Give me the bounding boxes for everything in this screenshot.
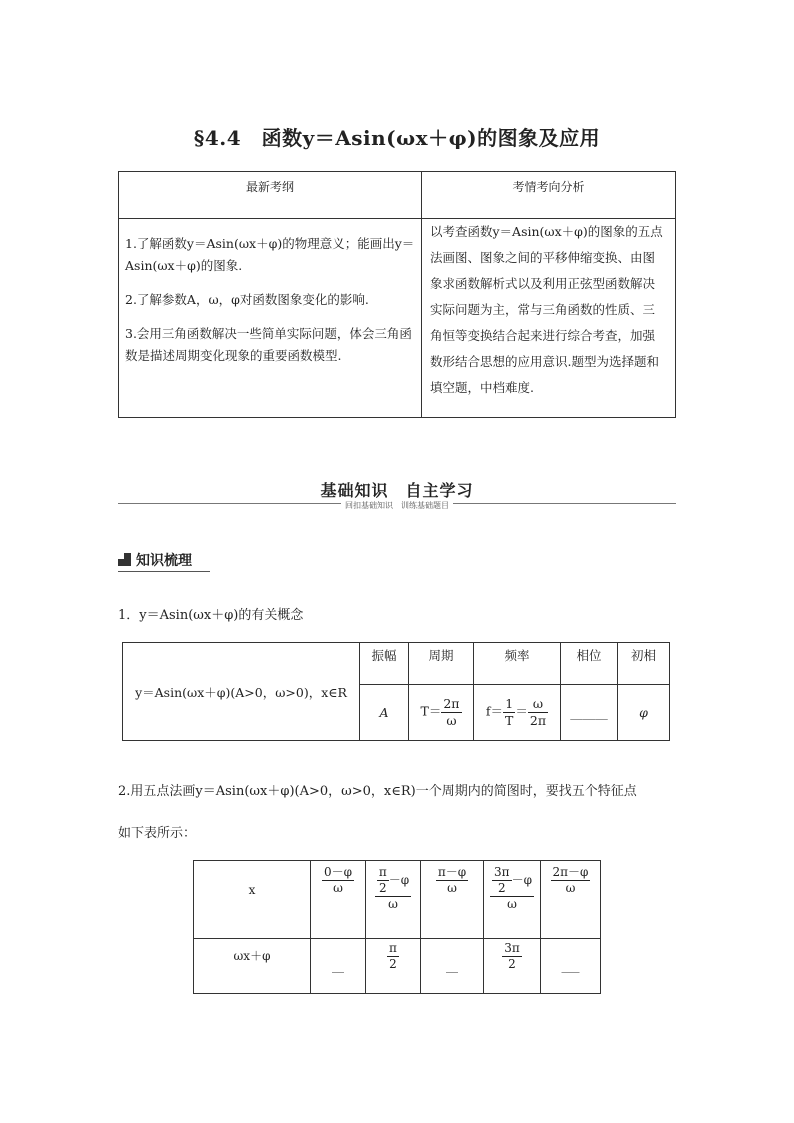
x-value-3	[421, 861, 484, 939]
concept-heading: 1．y＝Asin(ωx＋φ)的有关概念	[118, 608, 304, 623]
page-title: §4.4 函数y＝Asin(ωx＋φ)的图象及应用	[193, 126, 601, 150]
function-cell: y＝Asin(ωx＋φ)(A>0，ω>0)，x∈R	[123, 643, 360, 741]
frequency-equals: ＝	[515, 704, 528, 719]
period-value	[409, 685, 474, 741]
x5-denominator: ω	[565, 881, 576, 895]
x4-minus-phi: －φ	[511, 873, 532, 887]
analysis-cell	[422, 219, 676, 418]
five-point-intro-cont: 如下表所示：	[118, 826, 197, 841]
frequency-numerator-1: 1	[503, 696, 515, 713]
syllabus-table	[118, 171, 676, 418]
phase4-denominator: 2	[508, 957, 516, 971]
five-point-intro: 2.用五点法画y＝Asin(ωx＋φ)(A>0，ω>0，x∈R)一个周期内的简图时，要找五个特征点	[118, 784, 637, 799]
x3-denominator: ω	[447, 881, 457, 895]
period-numerator: 2π	[443, 696, 460, 712]
section-subtitle	[0, 500, 794, 511]
section-subtitle-text: 回扣基础知识 训练基础题目	[341, 501, 453, 510]
x-value-2	[366, 861, 421, 939]
x-value-4	[484, 861, 541, 939]
phase-value-4	[484, 939, 541, 994]
x2-denominator: ω	[388, 897, 398, 911]
phase-header: 相位	[561, 643, 618, 685]
x-row-label: x	[194, 861, 311, 939]
period-prefix: T＝	[420, 704, 442, 719]
x3-numerator: π－φ	[437, 865, 467, 879]
phase-blank-3: __	[421, 939, 484, 994]
five-point-table	[193, 860, 601, 994]
amplitude-header: 振幅	[360, 643, 409, 685]
phase-blank-5: ___	[541, 939, 601, 994]
requirement-2: 2.了解参数A，ω，φ对函数图象变化的影响.	[125, 292, 369, 307]
frequency-denominator-2: 2π	[529, 713, 547, 728]
amplitude-value	[360, 685, 409, 741]
initial-phase-value	[618, 685, 670, 741]
x2-minus-phi: －φ	[388, 873, 410, 887]
phase-blank-1: __	[311, 939, 366, 994]
x1-denominator: ω	[333, 881, 343, 895]
frequency-prefix: f＝	[485, 704, 504, 719]
initial-phase-symbol: φ	[639, 705, 648, 720]
period-denominator: ω	[446, 713, 457, 728]
analysis-text: 以考查函数y＝Asin(ωx＋φ)的图象的五点法画图、图象之间的平移伸缩变换、由图象求函数解析式以及利用正弦型函数解决实际问题为主，常与三角函数的性质、三角恒等变换结合起来进行综合考查，加强数形结合思想的应用意识.题型为选择题和填空题，中档难度.	[430, 224, 663, 395]
knowledge-heading	[118, 550, 192, 570]
x4-inner-numerator: 3π	[494, 865, 510, 879]
square-icon	[118, 553, 131, 566]
phase-value-2	[366, 939, 421, 994]
x4-denominator: ω	[507, 897, 517, 911]
frequency-value	[474, 685, 561, 741]
phase-row-label: ωx＋φ	[194, 939, 311, 994]
requirement-3: 3.会用三角函数解决一些简单实际问题，体会三角函数是描述周期变化现象的重要函数模型.	[125, 326, 412, 363]
phase-blank: ______	[561, 685, 618, 741]
x1-numerator: 0－φ	[323, 865, 353, 879]
knowledge-underline	[118, 571, 210, 572]
x2-inner-numerator: π	[378, 865, 387, 879]
syllabus-header: 最新考纲	[119, 172, 422, 219]
frequency-numerator-2: ω	[528, 696, 548, 713]
x4-inner-denominator: 2	[497, 881, 506, 895]
initial-phase-header: 初相	[618, 643, 670, 685]
concept-table	[122, 642, 670, 741]
frequency-denominator-1: T	[505, 713, 514, 728]
phase4-numerator: 3π	[504, 941, 520, 955]
phase2-denominator: 2	[389, 957, 397, 971]
syllabus-cell	[119, 219, 422, 418]
frequency-header: 频率	[474, 643, 561, 685]
requirement-1: 1.了解函数y＝Asin(ωx＋φ)的物理意义；能画出y＝Asin(ωx＋φ)的图象.	[125, 236, 415, 273]
period-header: 周期	[409, 643, 474, 685]
amplitude-symbol: A	[379, 705, 389, 720]
x2-inner-denominator: 2	[378, 881, 387, 895]
knowledge-heading-text: 知识梳理	[136, 553, 192, 569]
section-title: 基础知识 自主学习	[320, 481, 474, 500]
x5-numerator: 2π－φ	[552, 865, 589, 879]
x-value-1	[311, 861, 366, 939]
phase2-numerator: π	[389, 941, 397, 955]
analysis-header: 考情考向分析	[422, 172, 676, 219]
x-value-5	[541, 861, 601, 939]
